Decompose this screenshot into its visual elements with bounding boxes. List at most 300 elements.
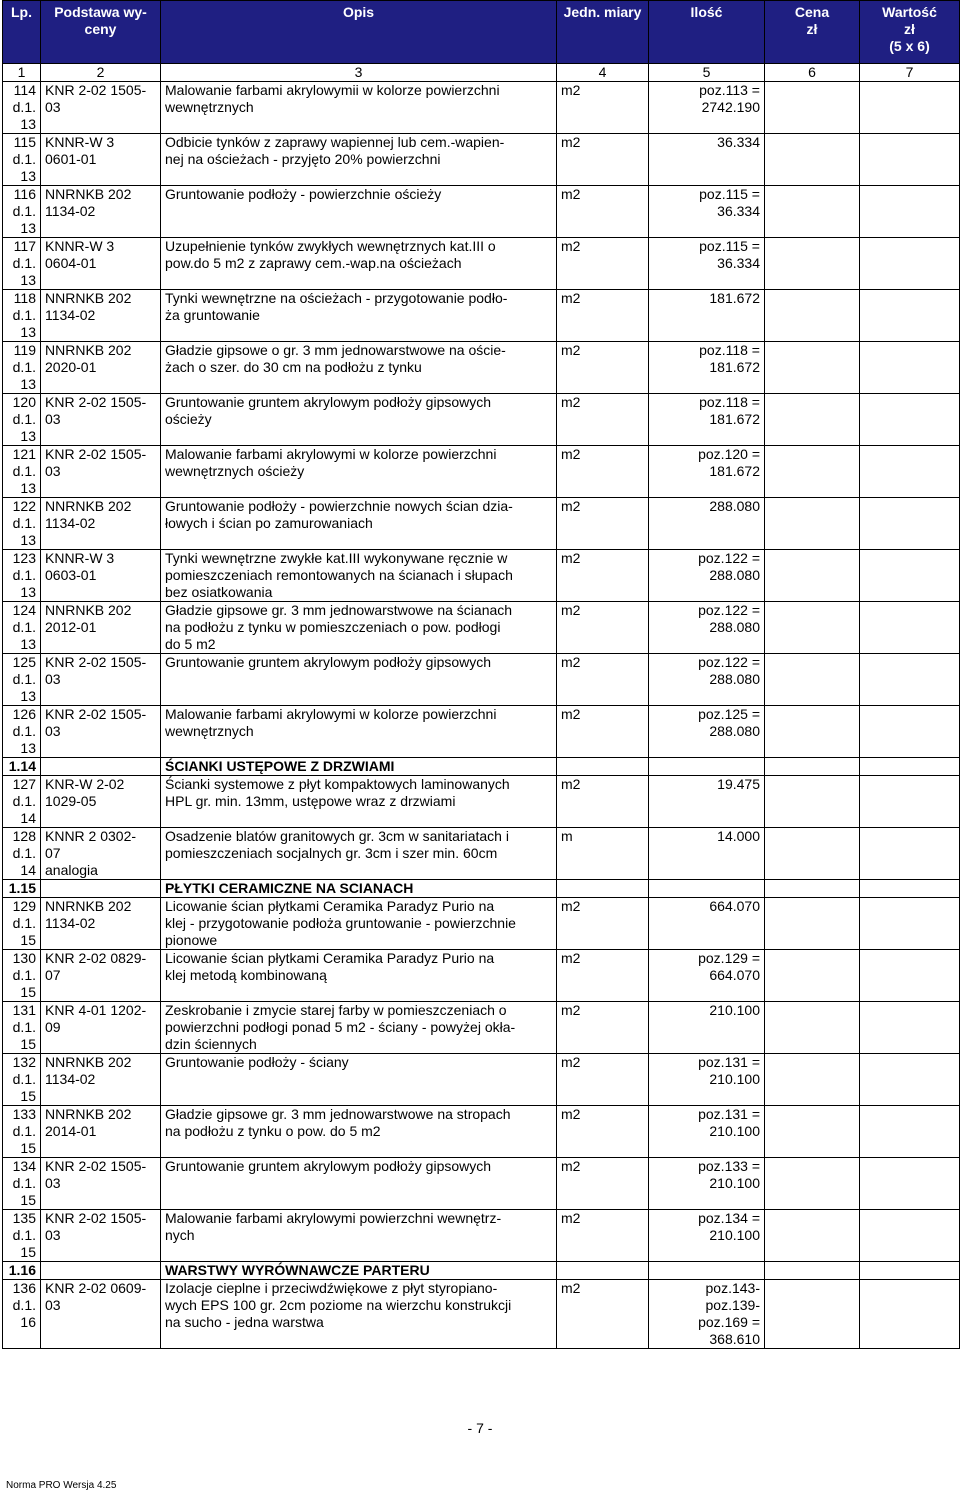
item-value-cell: [860, 82, 960, 134]
software-footer: Norma PRO Wersja 4.25: [6, 1480, 117, 1491]
item-description: Gruntowanie gruntem akrylowym podłoży gipsowych: [165, 654, 492, 670]
item-price-cell: [765, 394, 860, 446]
item-basis: 1134-02: [45, 307, 96, 323]
table-row: [3, 654, 960, 706]
header-wartosc: Wartość zł (5 x 6): [860, 1, 960, 64]
item-number: 15: [20, 1036, 36, 1052]
item-number-cell: [3, 342, 41, 394]
item-description-cell: [161, 1158, 557, 1210]
item-number: 13: [20, 532, 36, 548]
section-number-cell: [3, 880, 41, 898]
item-number-cell: [3, 950, 41, 1002]
item-number: 132: [12, 1054, 36, 1070]
item-value-cell: [860, 342, 960, 394]
table-row: [3, 498, 960, 550]
item-quantity: 36.334: [717, 255, 760, 271]
item-basis-cell: [41, 134, 161, 186]
item-number: d.1.: [12, 1297, 36, 1313]
item-quantity: poz.139-: [705, 1297, 760, 1313]
item-description-cell: [161, 82, 557, 134]
item-basis: NNRNKB 202: [45, 898, 132, 914]
header-lp: Lp.: [3, 1, 41, 64]
section-row: [3, 758, 960, 776]
table-row: [3, 602, 960, 654]
item-unit-cell: m2: [557, 446, 649, 498]
column-number: 2: [41, 64, 161, 82]
item-basis-cell: [41, 446, 161, 498]
item-number: d.1.: [12, 1227, 36, 1243]
item-number: 136: [12, 1280, 36, 1296]
item-number: d.1.: [12, 463, 36, 479]
item-number: 123: [12, 550, 36, 566]
item-number-cell: [3, 134, 41, 186]
item-number: 124: [12, 602, 36, 618]
item-basis-cell: [41, 1210, 161, 1262]
section-qty-cell: [649, 880, 765, 898]
item-number: 15: [20, 1140, 36, 1156]
item-quantity: 288.080: [709, 671, 760, 687]
item-number: 127: [12, 776, 36, 792]
item-number-cell: [3, 446, 41, 498]
item-unit-cell: m2: [557, 1280, 649, 1349]
item-number: d.1.: [12, 1071, 36, 1087]
item-quantity: poz.131 =: [698, 1106, 760, 1122]
item-quantity: poz.115 =: [699, 238, 760, 254]
item-description: pionowe: [165, 932, 218, 948]
item-number-cell: [3, 1054, 41, 1106]
item-price-cell: [765, 498, 860, 550]
item-basis: KNNR-W 3: [45, 238, 115, 254]
item-number: 125: [12, 654, 36, 670]
section-title: ŚCIANKI USTĘPOWE Z DRZWIAMI: [165, 758, 395, 774]
item-value-cell: [860, 654, 960, 706]
item-number: d.1.: [12, 793, 36, 809]
item-quantity: 664.070: [709, 898, 760, 914]
item-description: Tynki wewnętrzne zwykłe kat.III wykonywane ręcznie w: [165, 550, 508, 566]
item-number: d.1.: [12, 99, 36, 115]
item-basis: KNNR 2 0302-: [45, 828, 137, 844]
column-number: 7: [860, 64, 960, 82]
page-number: - 7 -: [467, 1420, 493, 1436]
item-number: d.1.: [12, 619, 36, 635]
item-description: wych EPS 100 gr. 2cm poziome na wierzchu konstrukcji: [165, 1297, 512, 1313]
item-quantity: 210.100: [709, 1227, 760, 1243]
section-basis-cell: [41, 758, 161, 776]
table-row: [3, 898, 960, 950]
table-row: [3, 82, 960, 134]
header-jm: Jedn. miary: [557, 1, 649, 64]
item-price-cell: [765, 898, 860, 950]
item-quantity: poz.122 =: [698, 602, 760, 618]
item-value-cell: [860, 446, 960, 498]
item-price-cell: [765, 776, 860, 828]
item-number-cell: [3, 898, 41, 950]
item-value-cell: [860, 602, 960, 654]
item-basis: KNR 2-02 0829-: [45, 950, 147, 966]
item-quantity-cell: [649, 950, 765, 1002]
item-price-cell: [765, 706, 860, 758]
item-basis-cell: [41, 82, 161, 134]
item-number: 133: [12, 1106, 36, 1122]
item-unit-cell: m2: [557, 950, 649, 1002]
item-unit-cell: m2: [557, 134, 649, 186]
item-basis-cell: [41, 1106, 161, 1158]
item-unit-cell: m2: [557, 394, 649, 446]
table-row: [3, 290, 960, 342]
item-description: Gruntowanie gruntem akrylowym podłoży gipsowych: [165, 394, 492, 410]
item-quantity: poz.113 =: [699, 82, 760, 98]
item-basis: 03: [45, 1297, 61, 1313]
item-description-cell: [161, 602, 557, 654]
item-quantity-cell: [649, 498, 765, 550]
item-basis-cell: [41, 1002, 161, 1054]
item-description: Malowanie farbami akrylowymi w kolorze powierzchni: [165, 706, 497, 722]
item-quantity-cell: [649, 1210, 765, 1262]
item-basis: NNRNKB 202: [45, 290, 132, 306]
item-basis: 07: [45, 845, 61, 861]
item-quantity-cell: [649, 342, 765, 394]
item-quantity: poz.125 =: [698, 706, 760, 722]
item-quantity-cell: [649, 654, 765, 706]
item-price-cell: [765, 828, 860, 880]
item-description: Gładzie gipsowe gr. 3 mm jednowarstwowe na ścianach: [165, 602, 513, 618]
item-description: powierzchni podłogi ponad 5 m2 - ściany - powyżej okła-: [165, 1019, 516, 1035]
item-basis: 03: [45, 671, 61, 687]
item-quantity-cell: [649, 1002, 765, 1054]
item-basis: 2012-01: [45, 619, 97, 635]
item-unit-cell: m2: [557, 1210, 649, 1262]
item-number: 129: [12, 898, 36, 914]
item-number: d.1.: [12, 515, 36, 531]
section-basis-cell: [41, 880, 161, 898]
item-quantity: poz.122 =: [698, 654, 760, 670]
item-quantity: 181.672: [709, 290, 760, 306]
item-value-cell: [860, 898, 960, 950]
section-value-cell: [860, 758, 960, 776]
item-unit-cell: m2: [557, 82, 649, 134]
section-title-cell: [161, 1262, 557, 1280]
table-row: [3, 238, 960, 290]
item-quantity: 36.334: [717, 134, 760, 150]
item-price-cell: [765, 602, 860, 654]
section-basis-cell: [41, 1262, 161, 1280]
item-basis-cell: [41, 238, 161, 290]
item-number-cell: [3, 1106, 41, 1158]
item-number-cell: [3, 828, 41, 880]
item-unit-cell: m2: [557, 898, 649, 950]
item-number-cell: [3, 550, 41, 602]
item-basis: 0604-01: [45, 255, 97, 271]
item-number-cell: [3, 238, 41, 290]
item-price-cell: [765, 1158, 860, 1210]
item-number: 13: [20, 116, 36, 132]
item-quantity: 181.672: [709, 411, 760, 427]
item-basis: KNR 2-02 0609-: [45, 1280, 147, 1296]
item-basis: 0601-01: [45, 151, 97, 167]
item-description: ościeży: [165, 411, 212, 427]
item-number-cell: [3, 82, 41, 134]
item-value-cell: [860, 550, 960, 602]
item-quantity-cell: [649, 1158, 765, 1210]
item-basis: NNRNKB 202: [45, 602, 132, 618]
item-value-cell: [860, 1280, 960, 1349]
item-quantity: 210.100: [709, 1123, 760, 1139]
item-description: Malowanie farbami akrylowymii w kolorze powierzchni: [165, 82, 500, 98]
item-description: Zeskrobanie i zmycie starej farby w pomieszczeniach o: [165, 1002, 507, 1018]
item-unit-cell: m2: [557, 654, 649, 706]
item-price-cell: [765, 1054, 860, 1106]
item-quantity: 210.100: [709, 1002, 760, 1018]
item-basis-cell: [41, 828, 161, 880]
item-description-cell: [161, 1280, 557, 1349]
item-value-cell: [860, 1210, 960, 1262]
item-description-cell: [161, 828, 557, 880]
section-price-cell: [765, 1262, 860, 1280]
item-number-cell: [3, 186, 41, 238]
item-basis: 09: [45, 1019, 61, 1035]
item-number: 14: [20, 862, 36, 878]
item-price-cell: [765, 654, 860, 706]
table-row: [3, 1158, 960, 1210]
item-description-cell: [161, 446, 557, 498]
item-description: Gruntowanie podłoży - powierzchnie nowych ścian dzia-: [165, 498, 513, 514]
item-description: wewnętrznych ościeży: [165, 463, 305, 479]
item-description: na podłożu z tynku o pow. do 5 m2: [165, 1123, 381, 1139]
item-number: d.1.: [12, 915, 36, 931]
item-quantity-cell: [649, 828, 765, 880]
item-number: 13: [20, 220, 36, 236]
item-number: d.1.: [12, 845, 36, 861]
item-basis: NNRNKB 202: [45, 1054, 132, 1070]
item-basis: NNRNKB 202: [45, 498, 132, 514]
item-basis-cell: [41, 1280, 161, 1349]
item-value-cell: [860, 134, 960, 186]
item-quantity: poz.134 =: [698, 1210, 760, 1226]
item-value-cell: [860, 238, 960, 290]
item-number: 13: [20, 740, 36, 756]
item-description-cell: [161, 290, 557, 342]
item-basis: KNR 2-02 1505-: [45, 82, 147, 98]
item-basis-cell: [41, 550, 161, 602]
item-number: 115: [13, 134, 36, 150]
item-description: pomieszczeniach remontowanych na ścianach i słupach: [165, 567, 513, 583]
section-number-cell: [3, 758, 41, 776]
item-number: 118: [13, 290, 36, 306]
item-price-cell: [765, 134, 860, 186]
item-number: 15: [20, 984, 36, 1000]
section-title: WARSTWY WYRÓWNAWCZE PARTERU: [165, 1262, 430, 1278]
section-title-cell: [161, 758, 557, 776]
item-description: Izolacje cieplne i przeciwdźwiękowe z płyt styropiano-: [165, 1280, 498, 1296]
section-number-cell: [3, 1262, 41, 1280]
item-quantity: poz.118 =: [699, 394, 760, 410]
section-row: [3, 880, 960, 898]
section-value-cell: [860, 880, 960, 898]
item-description-cell: [161, 1106, 557, 1158]
item-number: 114: [13, 82, 36, 98]
item-basis-cell: [41, 776, 161, 828]
item-basis-cell: [41, 290, 161, 342]
item-basis: analogia: [45, 862, 98, 878]
item-quantity: 14.000: [717, 828, 760, 844]
item-number: 131: [12, 1002, 36, 1018]
item-basis: KNNR-W 3: [45, 550, 115, 566]
item-unit-cell: m2: [557, 238, 649, 290]
item-number: 13: [20, 480, 36, 496]
item-number: 14: [20, 810, 36, 826]
item-quantity-cell: [649, 1280, 765, 1349]
table-row: [3, 342, 960, 394]
item-unit-cell: m2: [557, 1106, 649, 1158]
item-description: klej - przygotowanie podłoża gruntowanie - powierzchnie: [165, 915, 516, 931]
item-quantity: poz.118 =: [699, 342, 760, 358]
item-basis: 03: [45, 723, 61, 739]
item-number: 116: [13, 186, 36, 202]
item-quantity: poz.129 =: [698, 950, 760, 966]
item-basis: 03: [45, 1175, 61, 1191]
item-basis: KNR 2-02 1505-: [45, 1158, 147, 1174]
item-number: 15: [20, 1192, 36, 1208]
item-description: łowych i ścian po zamurowaniach: [165, 515, 373, 531]
item-unit-cell: m2: [557, 1002, 649, 1054]
item-basis: 1134-02: [45, 515, 96, 531]
item-basis: 1134-02: [45, 1071, 96, 1087]
item-quantity: poz.120 =: [698, 446, 760, 462]
item-basis-cell: [41, 1054, 161, 1106]
item-quantity-cell: [649, 446, 765, 498]
item-quantity: poz.122 =: [698, 550, 760, 566]
item-price-cell: [765, 82, 860, 134]
item-unit-cell: m: [557, 828, 649, 880]
item-number-cell: [3, 776, 41, 828]
table-row: [3, 1280, 960, 1349]
item-number-cell: [3, 706, 41, 758]
item-basis: NNRNKB 202: [45, 186, 132, 202]
cost-estimate-table: [2, 0, 960, 1349]
item-number: d.1.: [12, 1175, 36, 1191]
item-number: d.1.: [12, 307, 36, 323]
item-quantity: poz.131 =: [698, 1054, 760, 1070]
item-number: d.1.: [12, 151, 36, 167]
item-number: 126: [12, 706, 36, 722]
section-value-cell: [860, 1262, 960, 1280]
section-price-cell: [765, 880, 860, 898]
item-number: d.1.: [12, 255, 36, 271]
item-quantity-cell: [649, 550, 765, 602]
section-unit-cell: [557, 758, 649, 776]
item-description: Gładzie gipsowe o gr. 3 mm jednowarstwowe na oście-: [165, 342, 506, 358]
section-unit-cell: [557, 880, 649, 898]
item-basis: 03: [45, 411, 61, 427]
item-value-cell: [860, 1054, 960, 1106]
item-value-cell: [860, 498, 960, 550]
item-description: wewnętrznych: [165, 723, 254, 739]
table-row: [3, 1054, 960, 1106]
item-number: 120: [12, 394, 36, 410]
table-row: [3, 828, 960, 880]
item-value-cell: [860, 776, 960, 828]
item-description-cell: [161, 898, 557, 950]
item-description-cell: [161, 186, 557, 238]
item-number-cell: [3, 290, 41, 342]
item-price-cell: [765, 1280, 860, 1349]
item-number: 13: [20, 272, 36, 288]
item-basis-cell: [41, 498, 161, 550]
item-description: dzin ściennych: [165, 1036, 257, 1052]
column-number: 3: [161, 64, 557, 82]
section-number: 1.16: [8, 1262, 36, 1278]
item-basis-cell: [41, 186, 161, 238]
item-price-cell: [765, 290, 860, 342]
item-quantity: 19.475: [717, 776, 760, 792]
item-description: na sucho - jedna warstwa: [165, 1314, 324, 1330]
item-number-cell: [3, 394, 41, 446]
item-price-cell: [765, 186, 860, 238]
item-quantity-cell: [649, 290, 765, 342]
item-number: 128: [12, 828, 36, 844]
item-basis: 1134-02: [45, 203, 96, 219]
item-number: 15: [20, 1088, 36, 1104]
item-price-cell: [765, 1210, 860, 1262]
item-price-cell: [765, 950, 860, 1002]
item-description-cell: [161, 1054, 557, 1106]
item-quantity: 181.672: [709, 463, 760, 479]
item-quantity: 181.672: [709, 359, 760, 375]
table-header: [3, 1, 960, 82]
table-row: [3, 706, 960, 758]
item-number: 122: [12, 498, 36, 514]
item-unit-cell: m2: [557, 342, 649, 394]
item-basis-cell: [41, 1158, 161, 1210]
column-number: 5: [649, 64, 765, 82]
item-description-cell: [161, 498, 557, 550]
item-basis: 03: [45, 463, 61, 479]
item-value-cell: [860, 1158, 960, 1210]
table-body: [3, 82, 960, 1349]
item-description-cell: [161, 550, 557, 602]
item-basis: NNRNKB 202: [45, 342, 132, 358]
item-quantity: 210.100: [709, 1175, 760, 1191]
item-unit-cell: m2: [557, 602, 649, 654]
item-basis: 2020-01: [45, 359, 97, 375]
item-number: 117: [13, 238, 36, 254]
item-description: na podłożu z tynku w pomieszczeniach o pow. podłogi: [165, 619, 501, 635]
item-value-cell: [860, 1106, 960, 1158]
item-value-cell: [860, 290, 960, 342]
item-description: ża gruntowanie: [165, 307, 260, 323]
item-basis: 1134-02: [45, 915, 96, 931]
column-number: 4: [557, 64, 649, 82]
table-row: [3, 394, 960, 446]
item-number: d.1.: [12, 203, 36, 219]
item-quantity: 288.080: [709, 567, 760, 583]
item-number: 13: [20, 636, 36, 652]
item-number: d.1.: [12, 967, 36, 983]
item-description: nej na ościeżach - przyjęto 20% powierzchni: [165, 151, 441, 167]
item-description-cell: [161, 706, 557, 758]
item-number: 130: [12, 950, 36, 966]
section-row: [3, 1262, 960, 1280]
item-price-cell: [765, 238, 860, 290]
item-description-cell: [161, 950, 557, 1002]
item-unit-cell: m2: [557, 186, 649, 238]
item-description: Odbicie tynków z zaprawy wapiennej lub cem.-wapien-: [165, 134, 505, 150]
item-unit-cell: m2: [557, 706, 649, 758]
item-number-cell: [3, 1280, 41, 1349]
item-value-cell: [860, 828, 960, 880]
item-basis-cell: [41, 394, 161, 446]
table-row: [3, 186, 960, 238]
